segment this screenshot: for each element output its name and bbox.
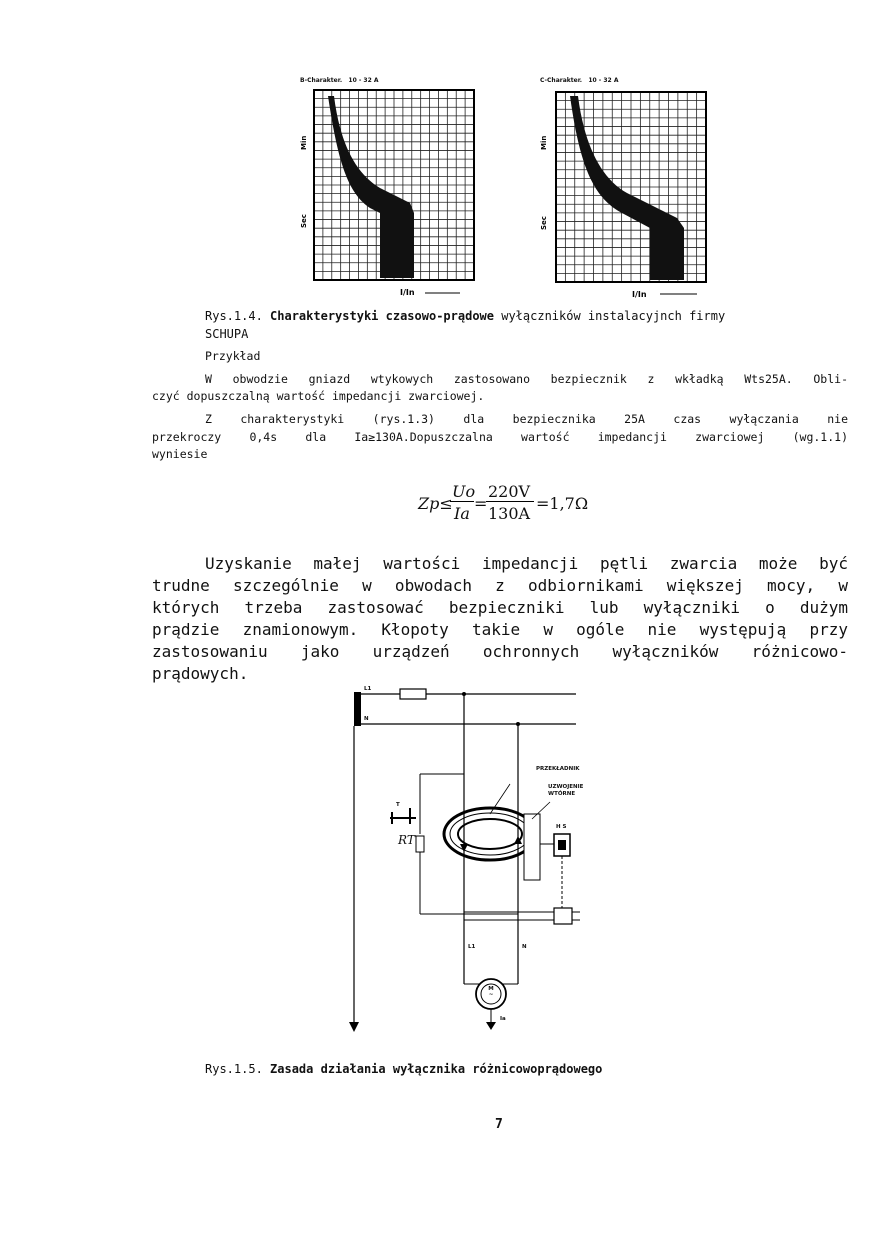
rcd-schematic (340, 684, 590, 1044)
label-T: T (396, 802, 400, 808)
main-paragraph-line5: zastosowaniu jako urządzeń ochronnych wyłączników różnicowo- (152, 642, 848, 661)
example-p2-line2: przekroczy 0,4s dla Ia≥130A.Dopuszczalna wartość impedancji zwarciowej (wg.1.1) (152, 430, 848, 444)
formula-frac1-den: Ia (454, 504, 470, 523)
label-N-bottom: N (522, 944, 527, 950)
chart-c-ylabel-sec: Sec (540, 216, 548, 230)
impedance-formula (418, 482, 618, 528)
figure-1-4-caption: Rys.1.4. Charakterystyki czasowo-prądowe wyłączników instalacyjnch firmy (205, 309, 726, 323)
secondary-winding (524, 814, 540, 880)
supply-bar (354, 692, 361, 726)
formula-frac2-num: 220V (488, 482, 531, 501)
figure-1-5-caption: Rys.1.5. Zasada działania wyłącznika różnicowoprądowego (205, 1062, 603, 1076)
chart-b-title: B-Charakter. 10 - 32 A (300, 77, 379, 84)
earth-arrow (486, 1022, 496, 1030)
example-heading: Przykład (205, 349, 261, 363)
chart-c (532, 88, 712, 298)
breaker-latch (554, 908, 572, 924)
chart-c-xlabel: I/In (632, 290, 647, 298)
chart-b-ylabel-sec: Sec (300, 214, 308, 228)
chart-c-band (570, 96, 684, 280)
chart-c-ylabel-min: Min (540, 135, 548, 150)
label-N-top: N (364, 716, 369, 722)
example-p1-line2: czyć dopuszczalną wartość impedancji zwarciowej. (152, 389, 485, 403)
test-button-icon (390, 808, 416, 824)
trip-relay-icon (540, 834, 570, 856)
pe-arrow (349, 1022, 359, 1032)
main-paragraph-line2: trudne szczególnie w obwodach z odbiornikami większej mocy, w (152, 576, 848, 595)
chart-c-title: C-Charakter. 10 - 32 A (540, 77, 619, 84)
test-resistor (416, 836, 424, 852)
label-RT: RT (398, 833, 415, 847)
label-L1-top: L1 (364, 686, 372, 692)
label-Ia: Ia (500, 1016, 506, 1022)
formula-frac2-den: 130A (488, 504, 531, 523)
example-p1-line1: W obwodzie gniazd wtykowych zastosowano bezpiecznik z wkładką Wts25A. Obli- (205, 372, 848, 386)
label-HS: H S (556, 824, 567, 830)
page-number: 7 (495, 1117, 503, 1132)
label-uzwojenie: UZWOJENIE WTÓRNE (548, 784, 584, 797)
formula-eq1: = (474, 494, 488, 513)
example-p2-line3: wyniesie (152, 447, 208, 461)
main-paragraph-line1: Uzyskanie małej wartości impedancji pętli zwarcia może być (205, 554, 848, 573)
formula-result: =1,7Ω (536, 494, 589, 513)
chart-b-xlabel: I/In (400, 288, 415, 297)
main-paragraph-line3: których trzeba zastosować bezpieczniki lub wyłączniki o dużym (152, 598, 848, 617)
figure-1-4-caption-line2: SCHUPA (205, 327, 249, 341)
formula-lhs: Zp≤ (418, 494, 453, 513)
formula-frac1-num: Uo (452, 482, 476, 501)
chart-b (300, 88, 480, 298)
label-motor: M ~ (488, 986, 494, 998)
main-paragraph-line4: prądzie znamionowym. Kłopoty takie w ogóle nie występują przy (152, 620, 848, 639)
example-p2-line1: Z charakterystyki (rys.1.3) dla bezpiecznika 25A czas wyłączania nie (205, 412, 848, 426)
chart-b-ylabel-min: Min (300, 135, 308, 150)
main-paragraph-line6: prądowych. (152, 664, 249, 683)
fuse-symbol (400, 689, 426, 699)
label-przekladnik: PRZEKŁADNIK (536, 766, 580, 772)
label-L1-bottom: L1 (468, 944, 476, 950)
